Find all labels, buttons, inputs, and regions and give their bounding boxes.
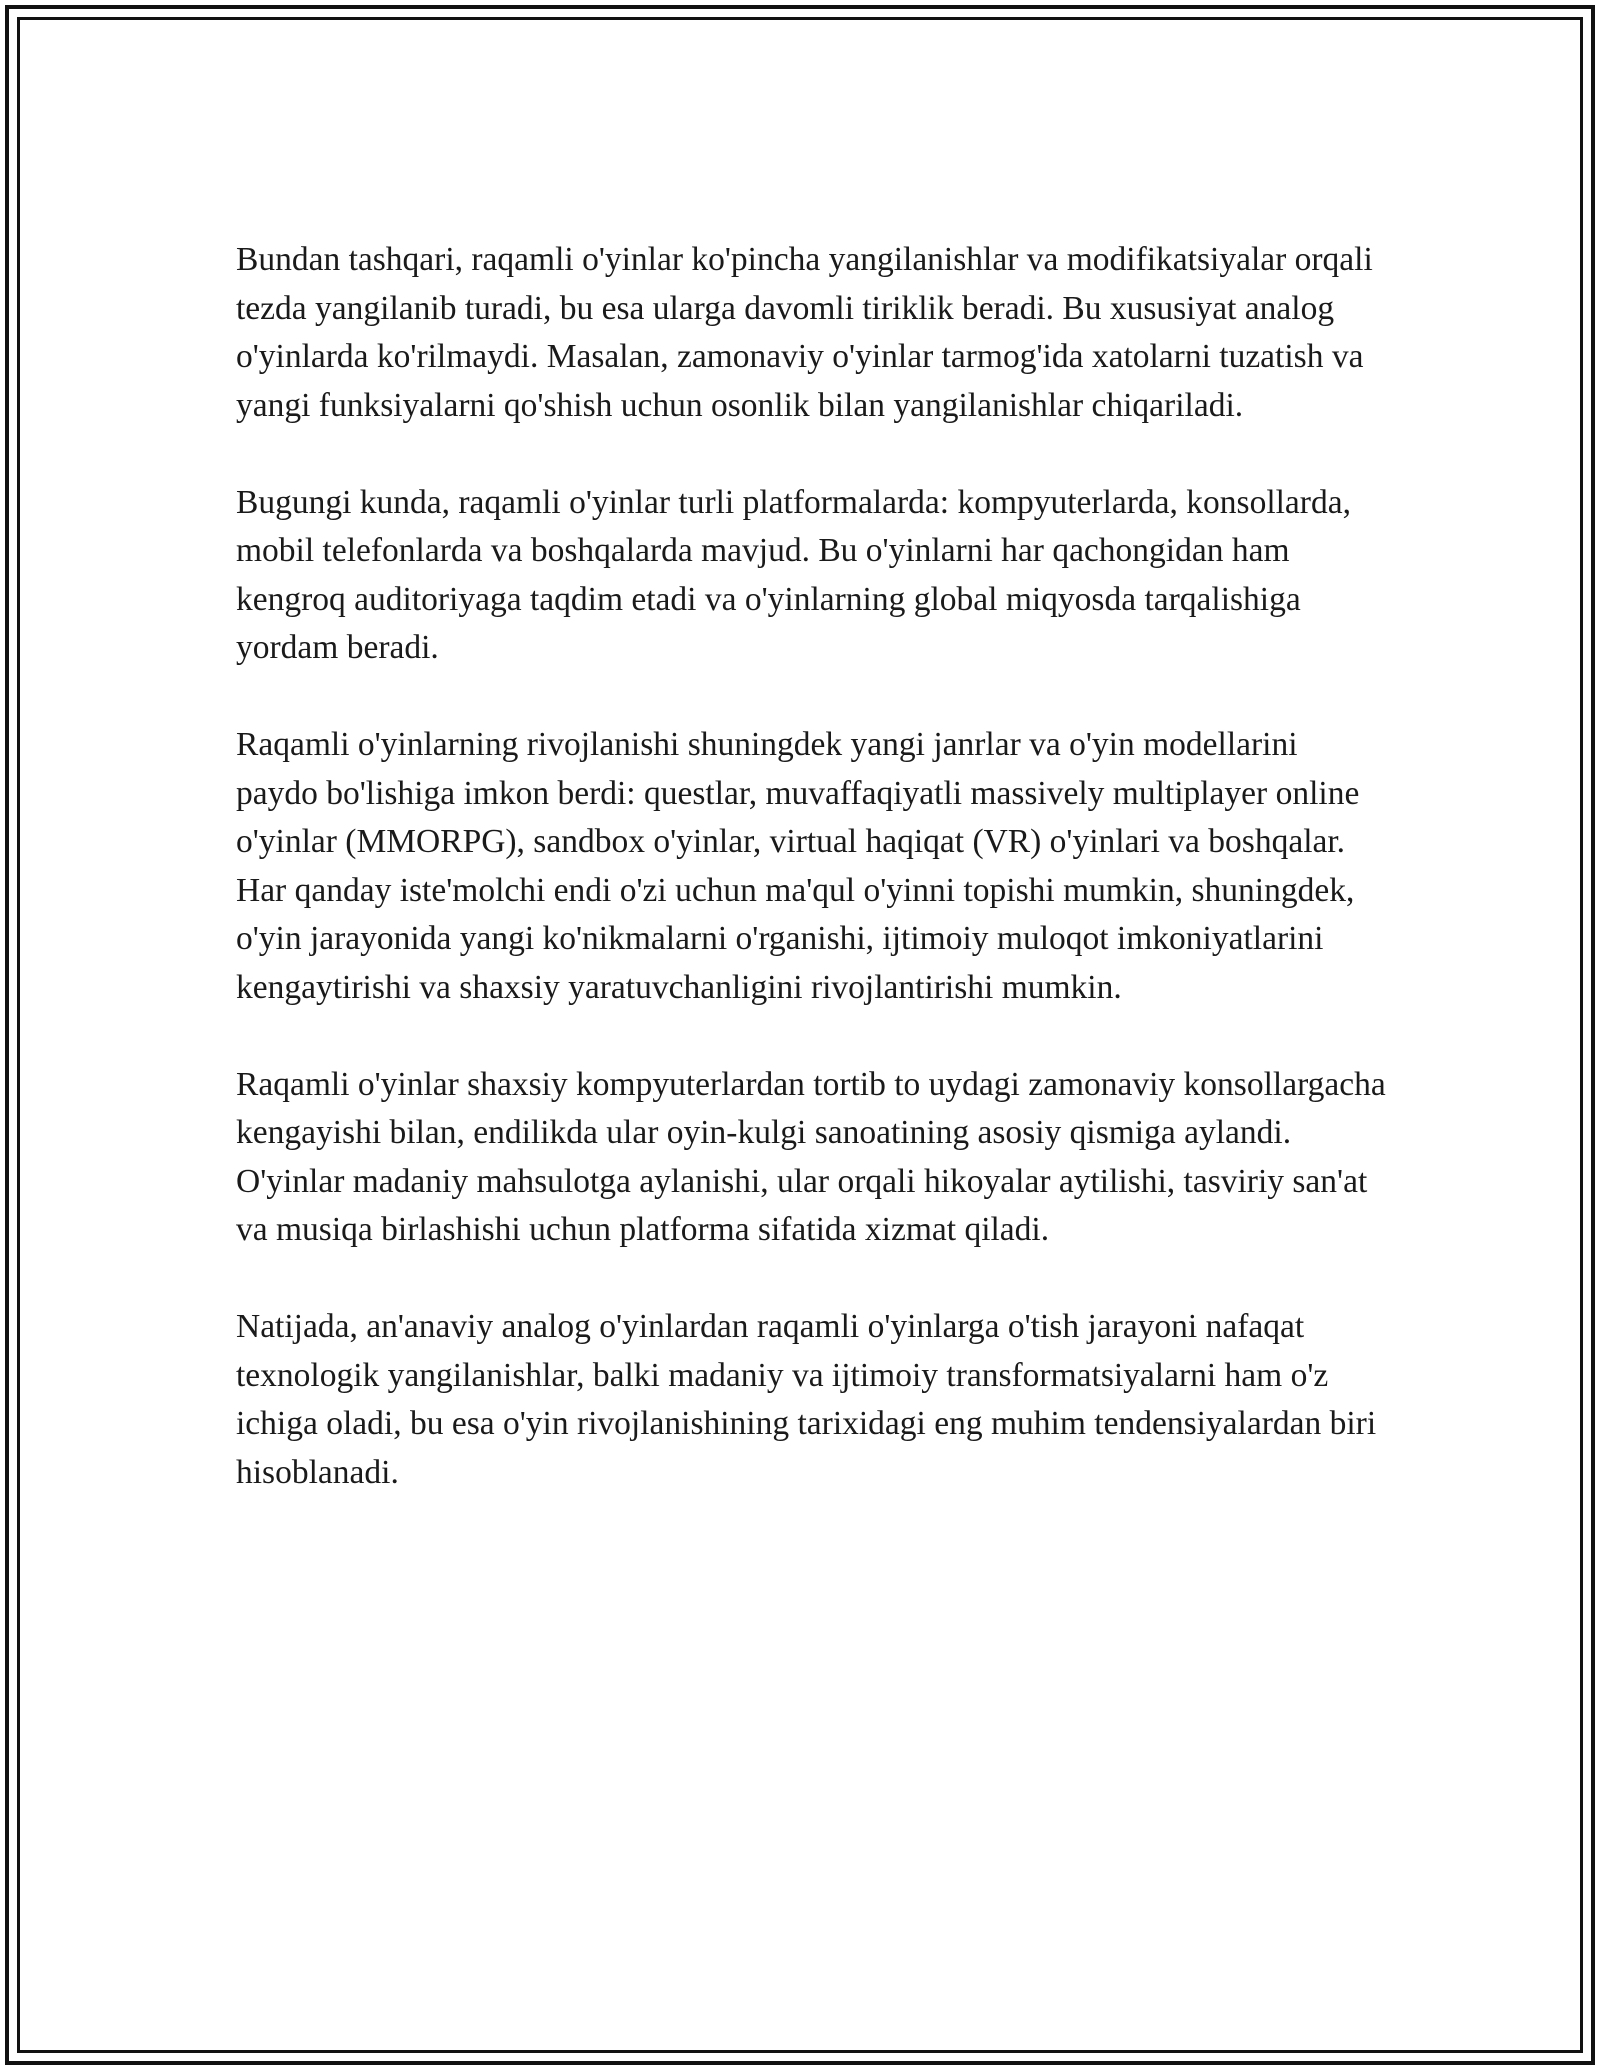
paragraph-industry: Raqamli o'yinlar shaxsiy kompyuterlardan tortib to uydagi zamonaviy konsollargacha kengayishi bilan, endilikda ular oyin-kulgi sanoatining asosiy qismiga aylandi. O'yinlar madaniy mahsulotga aylanishi, ular orqali hikoyalar aytilishi, tasviriy san'at va musiqa birlashishi uchun platforma sifatida xizmat qiladi. (236, 1065, 1386, 1248)
document-body (236, 236, 1386, 1546)
paragraph-genres: Raqamli o'yinlarning rivojlanishi shuningdek yangi janrlar va o'yin modellarini paydo bo'lishiga imkon berdi: questlar, muvaffaqiyatli massively multiplayer online o'yinlar (MMORPG), sandbox o'yinlar, virtual haqiqat (VR) o'yinlari va boshqalar. Har qanday iste'molchi endi o'zi uchun ma'qul o'yinni topishi mumkin, shuningdek, o'yin jarayonida yangi ko'nikmalarni o'rganishi, ijtimoiy muloqot imkoniyatlarini kengaytirishi va shaxsiy yaratuvchanligini rivojlantirishi mumkin. (236, 726, 1360, 1006)
paragraph-updates: Bundan tashqari, raqamli o'yinlar ko'pincha yangilanishlar va modifikatsiyalar orqali tezda yangilanib turadi, bu esa ularga davomli tiriklik beradi. Bu xususiyat analog o'yinlarda ko'rilmaydi. Masalan, zamonaviy o'yinlar tarmog'ida xatolarni tuzatish va yangi funksiyalarni qo'shish uchun osonlik bilan yangilanishlar chiqariladi. (236, 241, 1373, 424)
paragraph-platforms: Bugungi kunda, raqamli o'yinlar turli platformalarda: kompyuterlarda, konsollarda, mobil telefonlarda va boshqalarda mavjud. Bu o'yinlarni har qachongidan ham kengroq auditoriyaga taqdim etadi va o'yinlarning global miqyosda tarqalishiga yordam beradi. (236, 483, 1351, 666)
paragraph-conclusion: Natijada, an'anaviy analog o'yinlardan raqamli o'yinlarga o'tish jarayoni nafaqat texnologik yangilanishlar, balki madaniy va ijtimoiy transformatsiyalarni ham o'z ichiga oladi, bu esa o'yin rivojlanishining tarixidagi eng muhim tendensiyalardan biri hisoblanadi. (236, 1308, 1377, 1491)
